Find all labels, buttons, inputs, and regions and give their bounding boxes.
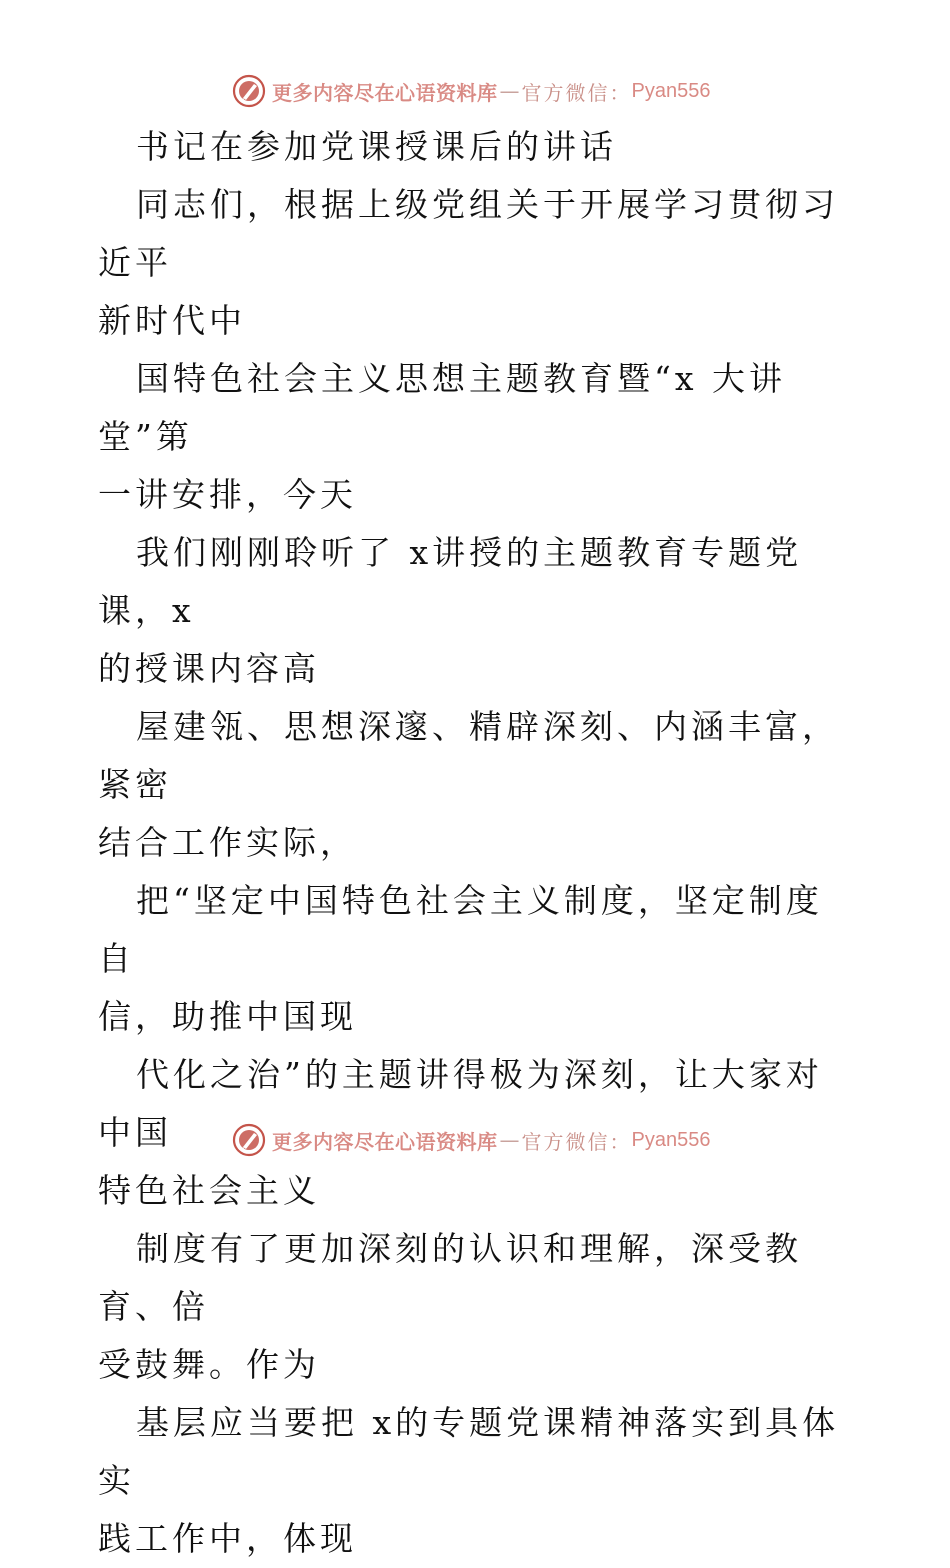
paragraph-line-rest: 践工作中，体现 [98,1519,357,1558]
paragraph-line-rest: 一讲安排，今天 [98,475,357,514]
watermark-separator: — [499,1128,520,1152]
paragraph-line-rest: 特色社会主义 [98,1171,320,1210]
watermark-text: 更多内容尽在心语资料库 [272,80,498,105]
paragraph-line-first: 基层应当要把 x的专题党课精神落实到具体实 [98,1403,840,1500]
document-title: 书记在参加党课授课后的讲话 [136,127,617,166]
paragraph-line-rest: 结合工作实际， [98,823,357,862]
watermark-footer [232,1122,710,1158]
watermark-account-label: 官方微信： [521,1129,632,1154]
paragraph-line-first: 国特色社会主义思想主题教育暨“x 大讲堂”第 [98,359,786,456]
paragraph-line-first: 我们刚刚聆听了 x讲授的主题教育专题党课，x [98,533,803,630]
paragraph-line-rest: 信，助推中国现 [98,997,357,1036]
watermark-account-id: Pyan556 [631,1128,711,1151]
document-body [98,118,858,1568]
paragraph-line-first: 屋建瓴、思想深邃、精辟深刻、内涵丰富，紧密 [98,707,839,804]
paragraph-line-first: 代化之治”的主题讲得极为深刻，让大家对中国 [98,1055,823,1152]
paragraph-line-first: 把“坚定中国特色社会主义制度，坚定制度自 [98,881,823,978]
watermark-header [232,73,710,109]
paragraph-line-first: 同志们，根据上级党组关于开展学习贯彻习近平 [98,185,839,282]
paragraph-line-first: 制度有了更加深刻的认识和理解，深受教育、倍 [98,1229,802,1326]
pen-logo-icon [232,1123,266,1157]
watermark-account-id: Pyan556 [631,79,711,102]
watermark-separator: — [499,79,520,103]
watermark-account-label: 官方微信： [521,80,632,105]
paragraph-line-rest: 受鼓舞。作为 [98,1345,320,1384]
pen-logo-icon [232,74,266,108]
watermark-text: 更多内容尽在心语资料库 [272,1129,498,1154]
paragraph-line-rest: 的授课内容高 [98,649,320,688]
paragraph-line-rest: 新时代中 [98,301,246,340]
